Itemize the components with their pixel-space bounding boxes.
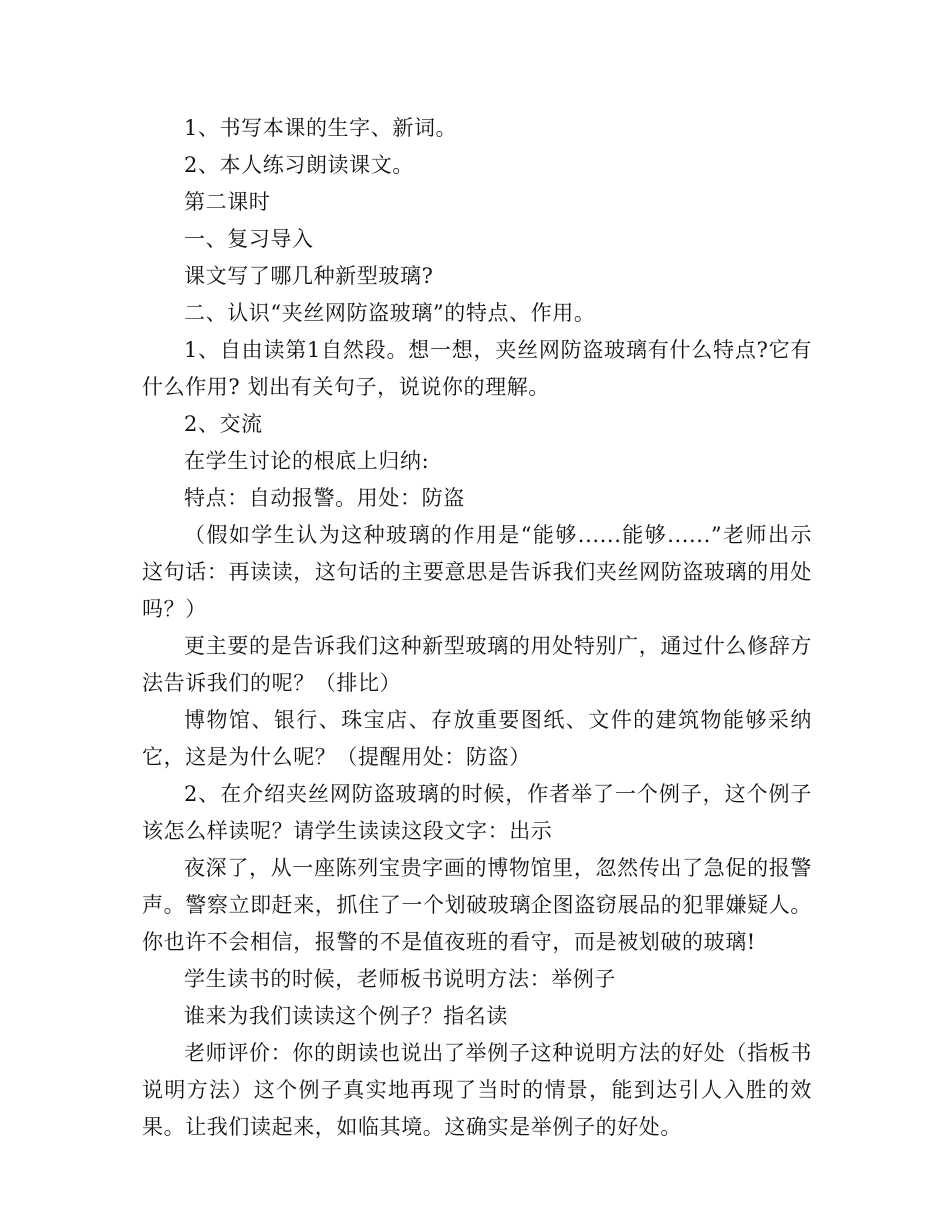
paragraph-example-text: 夜深了，从一座陈列宝贵字画的博物馆里，忽然传出了急促的报警声。警察立即赶来，抓住了一个划破玻璃企图盗窃展品的犯罪嫌疑人。你也许不会相信，报警的不是值夜班的看守，而是被划破的玻璃! bbox=[142, 856, 812, 954]
paragraph-review-task-2: 2、本人练习朗读课文。 bbox=[184, 153, 414, 177]
paragraph-section-one-heading: 一、复习导入 bbox=[184, 227, 314, 251]
paragraph-board-note: 学生读书的时候，老师板书说明方法：举例子 bbox=[184, 967, 616, 991]
paragraph-step-read: 1、自由读第1自然段。想一想，夹丝网防盗玻璃有什么特点?它有什么作用? 划出有关句子，说说你的理解。 bbox=[142, 338, 812, 399]
paragraph-teacher-evaluation: 老师评价：你的朗读也说出了举例子这种说明方法的好处（指板书说明方法）这个例子真实地再现了当时的情景，能到达引人入胜的效果。让我们读起来，如临其境。这确实是举例子的好处。 bbox=[142, 1041, 812, 1139]
paragraph-example-intro: 2、在介绍夹丝网防盗玻璃的时候，作者举了一个例子，这个例子该怎么样读呢？请学生读读这段文字：出示 bbox=[142, 782, 812, 843]
paragraph-review-task-1: 1、书写本课的生字、新词。 bbox=[184, 116, 458, 140]
paragraph-question: 课文写了哪几种新型玻璃? bbox=[184, 264, 434, 288]
paragraph-lesson-heading: 第二课时 bbox=[184, 190, 271, 214]
paragraph-teacher-prompt: （假如学生认为这种玻璃的作用是“能够......能够......”老师出示这句话：再读读，这句话的主要意思是告诉我们夹丝网防盗玻璃的用处吗？） bbox=[142, 523, 812, 621]
paragraph-rhetoric: 更主要的是告诉我们这种新型玻璃的用处特别广，通过什么修辞方法告诉我们的呢？（排比） bbox=[142, 634, 812, 695]
paragraph-summary-intro: 在学生讨论的根底上归纳: bbox=[184, 449, 430, 473]
paragraph-features: 特点：自动报警。用处：防盗 bbox=[184, 486, 465, 510]
paragraph-uses: 博物馆、银行、珠宝店、存放重要图纸、文件的建筑物能够采纳它，这是为什么呢？（提醒用处：防盗） bbox=[142, 708, 812, 769]
paragraph-reading-call: 谁来为我们读读这个例子？指名读 bbox=[184, 1004, 508, 1028]
paragraph-section-two-heading: 二、认识“夹丝网防盗玻璃”的特点、作用。 bbox=[184, 301, 596, 325]
paragraph-step-exchange: 2、交流 bbox=[184, 412, 263, 436]
document-body bbox=[142, 110, 812, 1146]
